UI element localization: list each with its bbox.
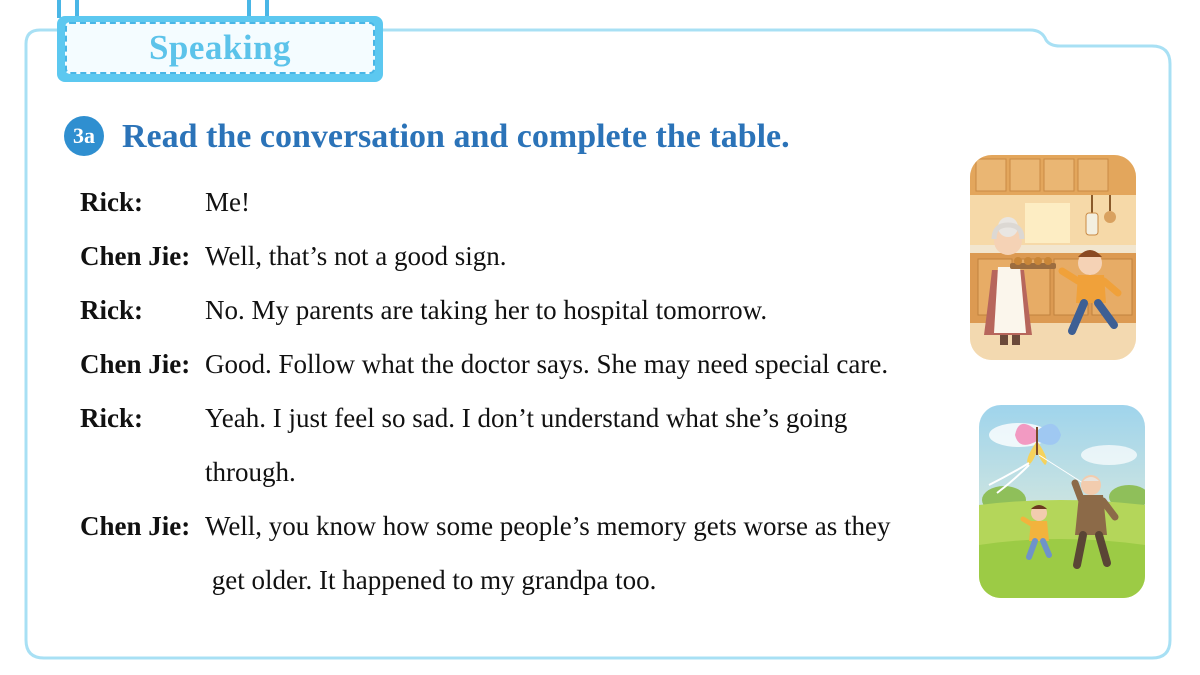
speaker-name: Rick:	[80, 403, 143, 433]
speech-text: Yeah. I just feel so sad. I don’t understand what she’s going	[205, 403, 848, 433]
activity-instruction: Read the conversation and complete the table.	[122, 118, 790, 155]
section-title: Speaking	[148, 28, 292, 67]
speech-text: get older. It happened to my grandpa too.	[205, 565, 657, 595]
speech-text: Me!	[205, 187, 250, 217]
speaker-name: Rick:	[80, 187, 143, 217]
speech-text: Good. Follow what the doctor says. She may need special care.	[205, 349, 889, 379]
section-header-inner	[65, 22, 375, 74]
speaker-name: Chen Jie:	[80, 241, 191, 271]
speech-text: Well, you know how some people’s memory gets worse as they	[205, 511, 891, 541]
speech-text: Well, that’s not a good sign.	[205, 241, 507, 271]
speaker-name: Rick:	[80, 295, 143, 325]
speech-text: through.	[205, 457, 296, 487]
activity-number-badge: 3a	[64, 116, 104, 156]
grandpa-flying-kite-illustration	[979, 405, 1145, 598]
speech-text: No. My parents are taking her to hospital tomorrow.	[205, 295, 768, 325]
section-header-tab	[57, 16, 383, 82]
grandma-baking-cookies-illustration	[970, 155, 1136, 360]
speaker-name: Chen Jie:	[80, 349, 191, 379]
speaker-name: Chen Jie:	[80, 511, 191, 541]
